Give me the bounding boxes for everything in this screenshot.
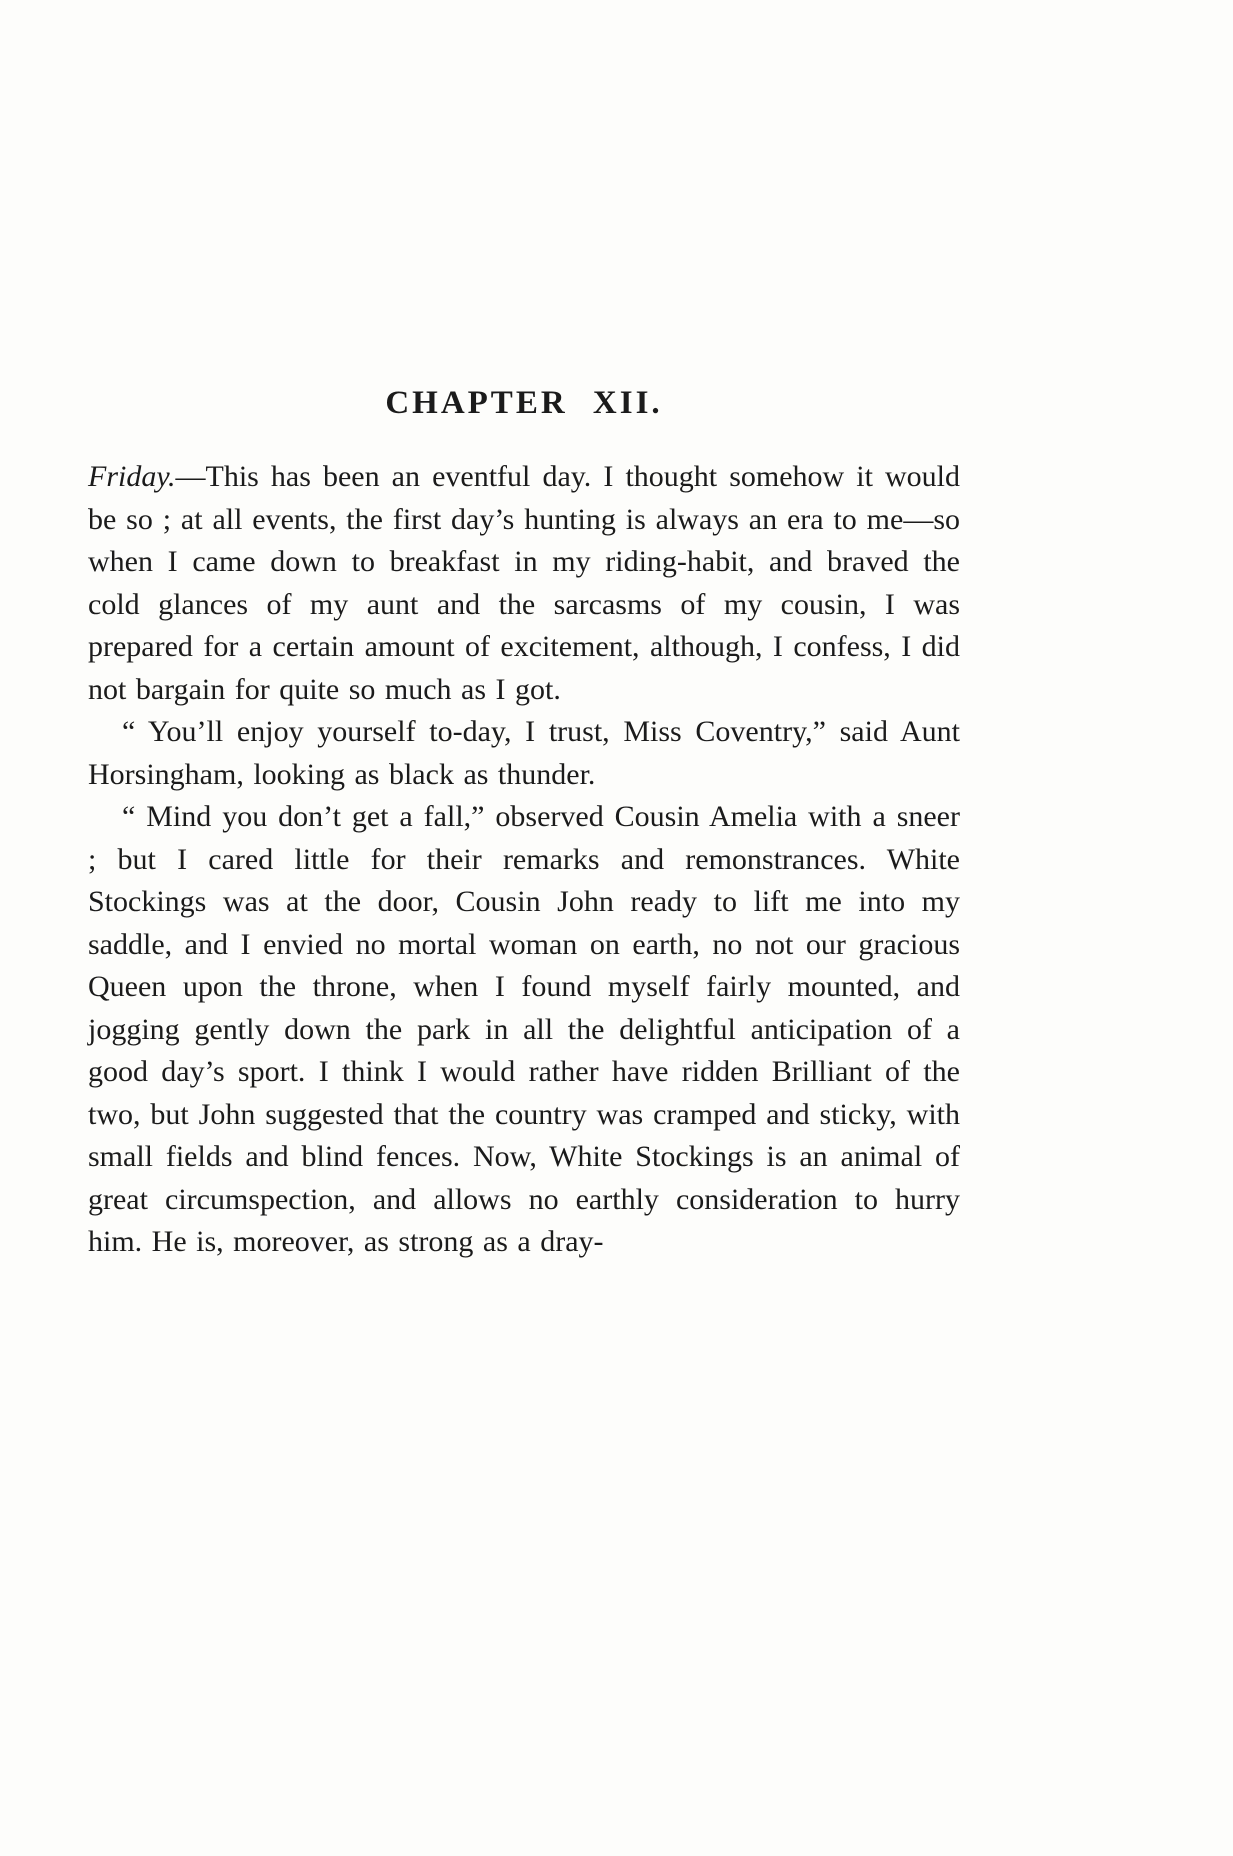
paragraph-text: —This has been an eventful day. I thought somehow it would be so ; at all events, the first day’s hunting is always an era to me—so when I came down to breakfast in my riding-habit, and braved the cold glances of my aunt and the sarcasms of my cousin, I was prepared for a certain amount of excitement, although, I confess, I did not bargain for quite so much as I got.	[88, 460, 960, 706]
paragraph	[88, 456, 960, 711]
paragraph: “ Mind you don’t get a fall,” observed Cousin Amelia with a sneer ; but I cared little for their remarks and remonstrances. White Stockings was at the door, Cousin John ready to lift me into my saddle, and I envied no mortal woman on earth, no not our gracious Queen upon the throne, when I found myself fairly mounted, and jogging gently down the park in all the delightful anticipation of a good day’s sport. I think I would rather have ridden Brilliant of the two, but John suggested that the country was cramped and sticky, with small fields and blind fences. Now, White Stockings is an animal of great circumspection, and allows no earthly consideration to hurry him. He is, moreover, as strong as a dray-	[88, 800, 960, 1258]
paragraph: “ You’ll enjoy yourself to-day, I trust, Miss Coventry,” said Aunt Horsingham, looking as black as thunder.	[88, 715, 960, 791]
text-block	[88, 382, 960, 1264]
paragraph-lead-italic: Friday.	[88, 460, 176, 493]
chapter-heading: CHAPTER XII.	[385, 385, 663, 421]
